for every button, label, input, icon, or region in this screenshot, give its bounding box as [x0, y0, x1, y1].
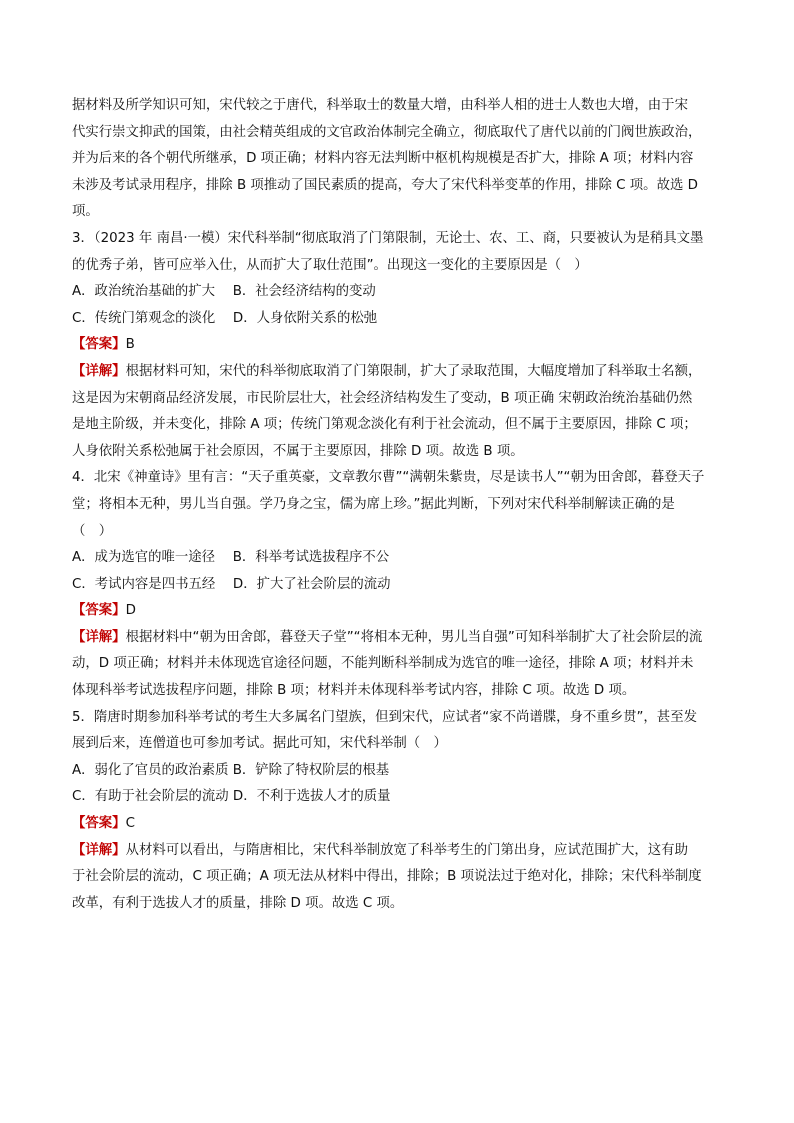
detail-line: 人身依附关系松弛属于社会原因，不属于主要原因，排除 D 项。故选 B 项。: [72, 443, 524, 459]
question-stem: （ ）: [72, 523, 113, 539]
detail-line: 是地主阶级，并未变化，排除 A 项；传统门第观念淡化有利于社会流动，但不属于主要原因，排除 C 项；: [72, 417, 697, 433]
detail-line: 于社会阶层的流动，C 项正确；A 项无法从材料中得出，排除；B 项说法过于绝对化，排除；宋代科举制度: [72, 869, 702, 885]
answer-line: [72, 811, 724, 838]
detail-line: [72, 359, 724, 386]
text-line: 项。: [72, 204, 99, 220]
answer-value: D: [125, 603, 136, 619]
text-line: 据材料及所学知识可知，宋代较之于唐代，科举取士的数量大增，由科举人相的进士人数也大增，由于宋: [72, 98, 688, 113]
option-line: C．有助于社会阶层的流动 D．不利于选拔人才的质量: [72, 789, 391, 805]
question-stem: 的优秀子弟，皆可应举入仕，从而扩大了取仕范围”。出现这一变化的主要原因是（ ）: [72, 257, 588, 273]
detail-line: 这是因为宋朝商品经济发展，市民阶层壮大，社会经济结构发生了变动，B 项正确 宋朝政治统治基础仍然: [72, 390, 693, 406]
question-5: [72, 705, 724, 918]
answer-value: B: [125, 337, 135, 353]
option-line: A．成为选官的唯一途径 B．科举考试选拔程序不公: [72, 550, 390, 566]
detail-line: [72, 838, 724, 865]
answer-tag: 【答案】: [72, 337, 126, 353]
detail-tag: 【详解】: [72, 363, 126, 379]
text-line: 代实行崇文抑武的国策，由社会精英组成的文官政治体制完全确立，彻底取代了唐代以前的门阀世族政治，: [72, 124, 702, 140]
question-stem: 堂；将相本无种，男儿当自强。学乃身之宝，儒为席上珍。”据此判断，下列对宋代科举制解读正确的是: [72, 496, 675, 512]
detail-line: 改革，有利于选拔人才的质量，排除 D 项。故选 C 项。: [72, 895, 404, 911]
answer-tag: 【答案】: [72, 816, 126, 832]
detail-text: 从材料可以看出，与隋唐相比，宋代科举制放宽了科举考生的门第出身，应试范围扩大，这有助: [125, 842, 688, 858]
text-line: 并为后来的各个朝代所继承，D 项正确；材料内容无法判断中枢机构规模是否扩大，排除 A 项；材料内容: [72, 151, 694, 167]
question-stem: 3．（2023 年 南昌·一模）宋代科举制“彻底取消了门第限制，无论士、农、工、商，只要被认为是稍具文墨: [72, 230, 704, 246]
answer-line: [72, 332, 724, 359]
answer-value: C: [125, 816, 135, 832]
answer-tag: 【答案】: [72, 603, 126, 619]
question-stem: 4．北宋《神童诗》里有言：“天子重英豪，文章教尔曹”“满朝朱紫贵，尽是读书人”“朝为田舍郎，暮登天子: [72, 470, 705, 486]
option-line: C．传统门第观念的淡化 D．人身依附关系的松弛: [72, 310, 378, 326]
q2-explanation-continued: [72, 93, 724, 226]
detail-line: 体现科举考试选拔程序问题，排除 B 项；材料并未体现科举考试内容，排除 C 项。故选 D 项。: [72, 683, 636, 699]
option-line: A．政治统治基础的扩大 B．社会经济结构的变动: [72, 284, 376, 300]
option-line: A．弱化了官员的政治素质 B．铲除了特权阶层的根基: [72, 762, 390, 778]
detail-tag: 【详解】: [72, 629, 126, 645]
detail-text: 根据材料可知，宋代的科举彻底取消了门第限制，扩大了录取范围，大幅度增加了科举取士名额，: [125, 363, 702, 379]
detail-text: 根据材料中“朝为田舍郎，暮登天子堂”“将相本无种，男儿当自强”可知科举制扩大了社会阶层的流: [125, 629, 703, 645]
text-line: 未涉及考试录用程序，排除 B 项推动了国民素质的提高，夸大了宋代科举变革的作用，排除 C 项。故选 D: [72, 177, 698, 193]
question-stem: 展到后来，连僧道也可参加考试。据此可知，宋代科举制（ ）: [72, 736, 447, 752]
document-page: [72, 93, 724, 917]
detail-tag: 【详解】: [72, 842, 126, 858]
detail-line: [72, 625, 724, 652]
question-3: [72, 226, 724, 465]
detail-line: 动，D 项正确；材料并未体现选官途径问题，不能判断科举制成为选官的唯一途径，排除 A 项；材料并未: [72, 656, 694, 672]
question-stem: 5．隋唐时期参加科举考试的考生大多属名门望族，但到宋代，应试者“家不尚谱牒，身不重乡贯”，甚至发: [72, 709, 697, 725]
answer-line: [72, 598, 724, 625]
question-4: [72, 465, 724, 704]
option-line: C．考试内容是四书五经 D．扩大了社会阶层的流动: [72, 576, 391, 592]
